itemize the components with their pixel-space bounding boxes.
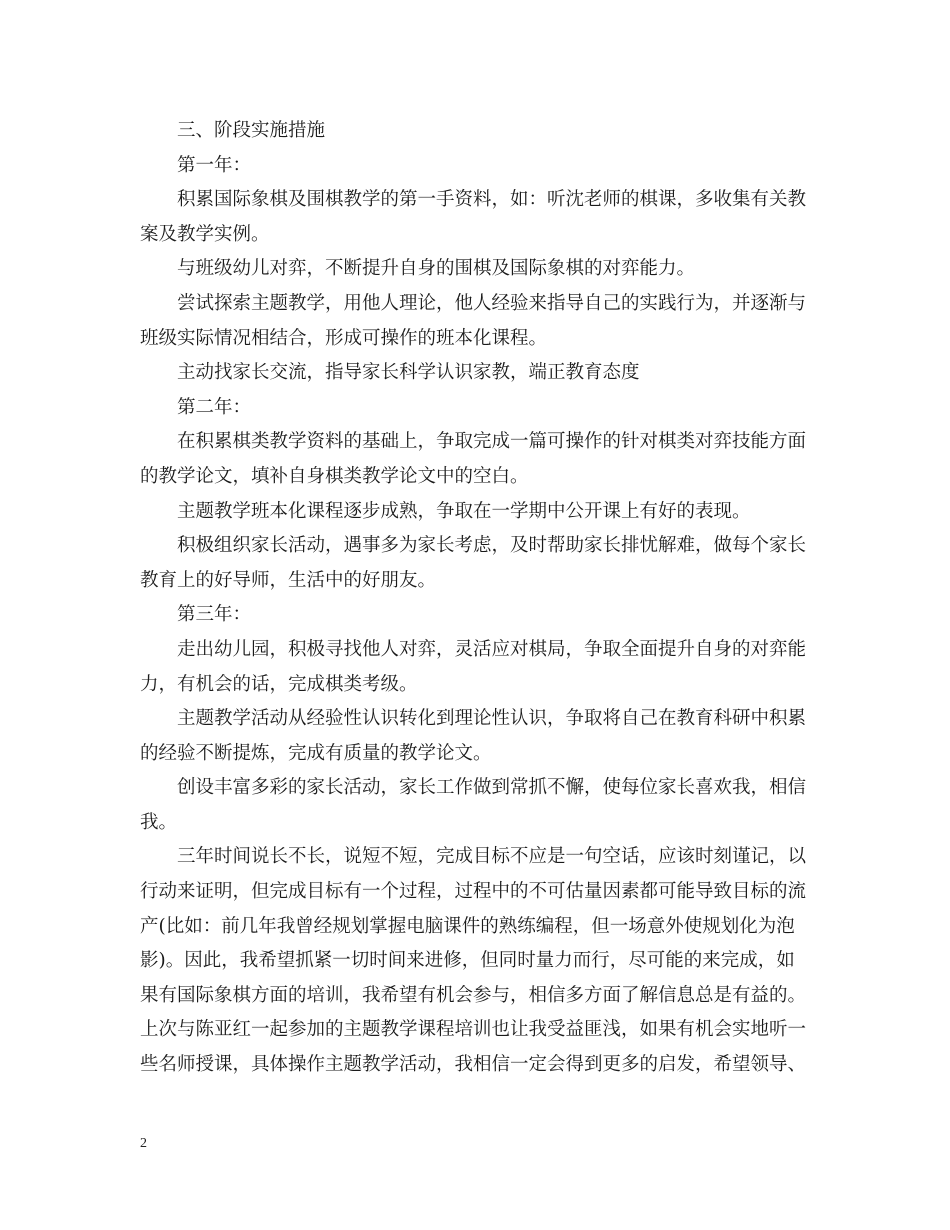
paragraph	[140, 356, 816, 391]
page-number: 2	[140, 1136, 147, 1151]
document-body	[140, 114, 816, 1083]
text-line: 在积累棋类教学资料的基础上，争取完成一篇可操作的针对棋类对弈技能方面	[177, 431, 807, 453]
text-line: 第二年：	[177, 396, 252, 418]
paragraph	[140, 252, 816, 287]
paragraph	[140, 149, 816, 184]
text-line: 上次与陈亚红一起参加的主题教学课程培训也让我受益匪浅，如果有机会实地听一	[140, 1019, 807, 1041]
text-line: 三年时间说长不长，说短不短，完成目标不应是一句空话，应该时刻谨记，以	[177, 846, 807, 868]
text-line: 案及教学实例。	[140, 223, 270, 245]
paragraph	[140, 495, 816, 530]
text-line: 主动找家长交流，指导家长科学认识家教，端正教育态度	[177, 362, 640, 384]
text-line: 力，有机会的话，完成棋类考级。	[140, 673, 418, 695]
paragraph	[140, 840, 816, 1082]
text-line: 行动来证明，但完成目标有一个过程，过程中的不可估量因素都可能导致目标的流	[140, 881, 807, 903]
text-line: 班级实际情况相结合，形成可操作的班本化课程。	[140, 327, 548, 349]
text-line: 影)。因此，我希望抓紧一切时间来进修，但同时量力而行，尽可能的来完成，如	[140, 950, 795, 972]
text-line: 的教学论文，填补自身棋类教学论文中的空白。	[140, 465, 529, 487]
text-line: 创设丰富多彩的家长活动，家长工作做到常抓不懈，使每位家长喜欢我，相信	[177, 777, 807, 799]
paragraph	[140, 287, 816, 356]
paragraph	[140, 529, 816, 598]
text-line: 果有国际象棋方面的培训，我希望有机会参与，相信多方面了解信息总是有益的。	[140, 984, 807, 1006]
paragraph	[140, 702, 816, 771]
text-line: 些名师授课，具体操作主题教学活动，我相信一定会得到更多的启发，希望领导、	[140, 1054, 807, 1076]
text-line: 与班级幼儿对弈，不断提升自身的围棋及国际象棋的对弈能力。	[177, 258, 696, 280]
text-line: 积累国际象棋及围棋教学的第一手资料，如：听沈老师的棋课，多收集有关教	[177, 189, 807, 211]
text-line: 主题教学班本化课程逐步成熟，争取在一学期中公开课上有好的表现。	[177, 500, 751, 522]
text-line: 第三年：	[177, 604, 252, 626]
paragraph	[140, 391, 816, 426]
text-line: 第一年：	[177, 154, 252, 176]
text-line: 走出幼儿园，积极寻找他人对弈，灵活应对棋局，争取全面提升自身的对弈能	[177, 638, 807, 660]
paragraph	[140, 114, 816, 149]
paragraph	[140, 425, 816, 494]
text-line: 三、阶段实施措施	[177, 120, 326, 141]
text-line: 主题教学活动从经验性认识转化到理论性认识，争取将自己在教育科研中积累	[177, 708, 807, 730]
text-line: 尝试探索主题教学，用他人理论，他人经验来指导自己的实践行为，并逐渐与	[177, 292, 807, 314]
text-line: 我。	[140, 811, 178, 833]
text-line: 教育上的好导师，生活中的好朋友。	[140, 569, 437, 591]
paragraph	[140, 771, 816, 840]
paragraph	[140, 598, 816, 633]
paragraph	[140, 633, 816, 702]
text-line: 产(比如：前几年我曾经规划掌握电脑课件的熟练编程，但一场意外使规划化为泡	[140, 915, 795, 937]
text-line: 积极组织家长活动，遇事多为家长考虑，及时帮助家长排忧解难，做每个家长	[177, 535, 807, 557]
paragraph	[140, 183, 816, 252]
text-line: 的经验不断提炼，完成有质量的教学论文。	[140, 742, 492, 764]
